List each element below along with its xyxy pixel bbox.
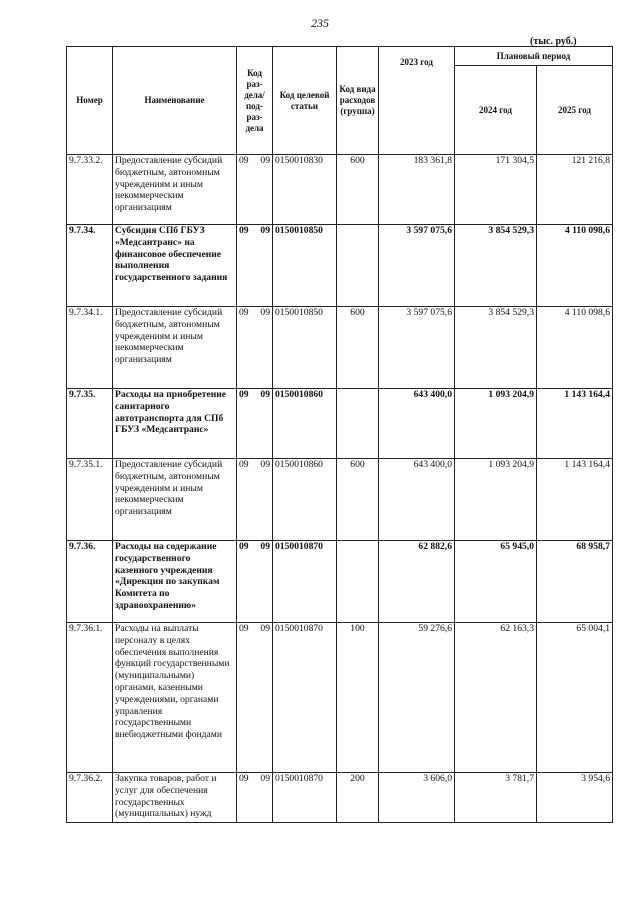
row-razdel: 09 bbox=[239, 307, 249, 318]
header-name: Наименование bbox=[113, 47, 237, 155]
row-razdel: 09 bbox=[239, 155, 249, 166]
row-podrazdel: 09 bbox=[260, 459, 270, 470]
row-amount-2025: 4 110 098,6 bbox=[537, 225, 613, 307]
row-name: Предоставление субсидий бюджетным, автономным учреждениям и иным некоммерческим организациям bbox=[113, 307, 237, 389]
row-name: Расходы на содержание государственного казенного учреждения «Дирекция по закупкам Комитета по здравоохранению» bbox=[113, 541, 237, 623]
row-amount-2024: 62 163,3 bbox=[455, 623, 537, 773]
row-amount-2025: 121 216,8 bbox=[537, 155, 613, 225]
row-amount-2023: 62 882,6 bbox=[379, 541, 455, 623]
header-number: Номер bbox=[67, 47, 113, 155]
row-section bbox=[237, 541, 273, 623]
table-row bbox=[67, 389, 613, 459]
row-amount-2025: 68 958,7 bbox=[537, 541, 613, 623]
table-row bbox=[67, 623, 613, 773]
row-expense-type: 100 bbox=[337, 623, 379, 773]
row-section bbox=[237, 225, 273, 307]
row-expense-type: 600 bbox=[337, 307, 379, 389]
row-razdel: 09 bbox=[239, 389, 249, 400]
row-podrazdel: 09 bbox=[260, 307, 270, 318]
row-expense-type bbox=[337, 225, 379, 307]
table-row bbox=[67, 155, 613, 225]
row-number: 9.7.36. bbox=[67, 541, 113, 623]
row-name: Расходы на выплаты персоналу в целях обеспечения выполнения функций государственными (муниципальными) органами, казенными учреждениями, органами управления государственными внебюджетными фондами bbox=[113, 623, 237, 773]
row-expense-type bbox=[337, 541, 379, 623]
row-number: 9.7.34.1. bbox=[67, 307, 113, 389]
row-razdel: 09 bbox=[239, 623, 249, 634]
row-podrazdel: 09 bbox=[260, 541, 270, 552]
row-section bbox=[237, 389, 273, 459]
row-amount-2024: 3 854 529,3 bbox=[455, 225, 537, 307]
row-target-code: 0150010870 bbox=[273, 541, 337, 623]
header-2024: 2024 год bbox=[455, 66, 537, 155]
row-podrazdel: 09 bbox=[260, 389, 270, 400]
row-amount-2023: 643 400,0 bbox=[379, 389, 455, 459]
header-2025: 2025 год bbox=[537, 66, 613, 155]
row-amount-2025: 1 143 164,4 bbox=[537, 459, 613, 541]
row-amount-2024: 3 781,7 bbox=[455, 773, 537, 823]
header-section: Код раз-дела/ под-раз-дела bbox=[237, 47, 273, 155]
row-name: Субсидия СПб ГБУЗ «Медсантранс» на финансовое обеспечение выполнения государственного задания bbox=[113, 225, 237, 307]
row-amount-2024: 65 945,0 bbox=[455, 541, 537, 623]
header-2023: 2023 год bbox=[379, 47, 455, 155]
row-target-code: 0150010870 bbox=[273, 773, 337, 823]
header-row-1 bbox=[67, 47, 613, 66]
row-number: 9.7.34. bbox=[67, 225, 113, 307]
table-row bbox=[67, 307, 613, 389]
table-row bbox=[67, 541, 613, 623]
row-amount-2025: 4 110 098,6 bbox=[537, 307, 613, 389]
row-expense-type: 600 bbox=[337, 459, 379, 541]
budget-table bbox=[66, 46, 613, 823]
header-planned-period: Плановый период bbox=[455, 47, 613, 66]
row-amount-2025: 65 004,1 bbox=[537, 623, 613, 773]
row-amount-2024: 3 854 529,3 bbox=[455, 307, 537, 389]
units-label: (тыс. руб.) bbox=[530, 36, 577, 47]
row-amount-2023: 643 400,0 bbox=[379, 459, 455, 541]
row-podrazdel: 09 bbox=[260, 623, 270, 634]
row-target-code: 0150010830 bbox=[273, 155, 337, 225]
row-amount-2023: 183 361,8 bbox=[379, 155, 455, 225]
row-target-code: 0150010870 bbox=[273, 623, 337, 773]
row-number: 9.7.36.1. bbox=[67, 623, 113, 773]
row-expense-type: 200 bbox=[337, 773, 379, 823]
row-amount-2024: 171 304,5 bbox=[455, 155, 537, 225]
row-amount-2023: 3 597 075,6 bbox=[379, 225, 455, 307]
row-razdel: 09 bbox=[239, 459, 249, 470]
row-razdel: 09 bbox=[239, 773, 249, 784]
row-target-code: 0150010860 bbox=[273, 389, 337, 459]
row-amount-2025: 3 954,6 bbox=[537, 773, 613, 823]
table-body bbox=[67, 155, 613, 823]
row-amount-2023: 59 276,6 bbox=[379, 623, 455, 773]
row-number: 9.7.33.2. bbox=[67, 155, 113, 225]
row-number: 9.7.35. bbox=[67, 389, 113, 459]
row-amount-2025: 1 143 164,4 bbox=[537, 389, 613, 459]
row-section bbox=[237, 155, 273, 225]
row-podrazdel: 09 bbox=[260, 773, 270, 784]
row-target-code: 0150010850 bbox=[273, 307, 337, 389]
row-podrazdel: 09 bbox=[260, 155, 270, 166]
row-name: Расходы на приобретение санитарного автотранспорта для СПб ГБУЗ «Медсантранс» bbox=[113, 389, 237, 459]
row-expense-type: 600 bbox=[337, 155, 379, 225]
row-razdel: 09 bbox=[239, 225, 249, 236]
row-number: 9.7.35.1. bbox=[67, 459, 113, 541]
row-number: 9.7.36.2. bbox=[67, 773, 113, 823]
row-expense-type bbox=[337, 389, 379, 459]
row-amount-2023: 3 597 075,6 bbox=[379, 307, 455, 389]
page-number: 235 bbox=[311, 16, 329, 30]
row-name: Предоставление субсидий бюджетным, автономным учреждениям и иным некоммерческим организациям bbox=[113, 459, 237, 541]
row-name: Предоставление субсидий бюджетным, автономным учреждениям и иным некоммерческим организациям bbox=[113, 155, 237, 225]
row-target-code: 0150010860 bbox=[273, 459, 337, 541]
header-target: Код целевой статьи bbox=[273, 47, 337, 155]
row-amount-2024: 1 093 204,9 bbox=[455, 389, 537, 459]
table-row bbox=[67, 773, 613, 823]
row-target-code: 0150010850 bbox=[273, 225, 337, 307]
table-row bbox=[67, 225, 613, 307]
row-razdel: 09 bbox=[239, 541, 249, 552]
row-section bbox=[237, 459, 273, 541]
row-section bbox=[237, 773, 273, 823]
table-row bbox=[67, 459, 613, 541]
row-section bbox=[237, 623, 273, 773]
row-amount-2024: 1 093 204,9 bbox=[455, 459, 537, 541]
row-section bbox=[237, 307, 273, 389]
row-amount-2023: 3 606,0 bbox=[379, 773, 455, 823]
row-name: Закупка товаров, работ и услуг для обеспечения государственных (муниципальных) нужд bbox=[113, 773, 237, 823]
header-expense-type: Код вида расходов (группа) bbox=[337, 47, 379, 155]
row-podrazdel: 09 bbox=[260, 225, 270, 236]
